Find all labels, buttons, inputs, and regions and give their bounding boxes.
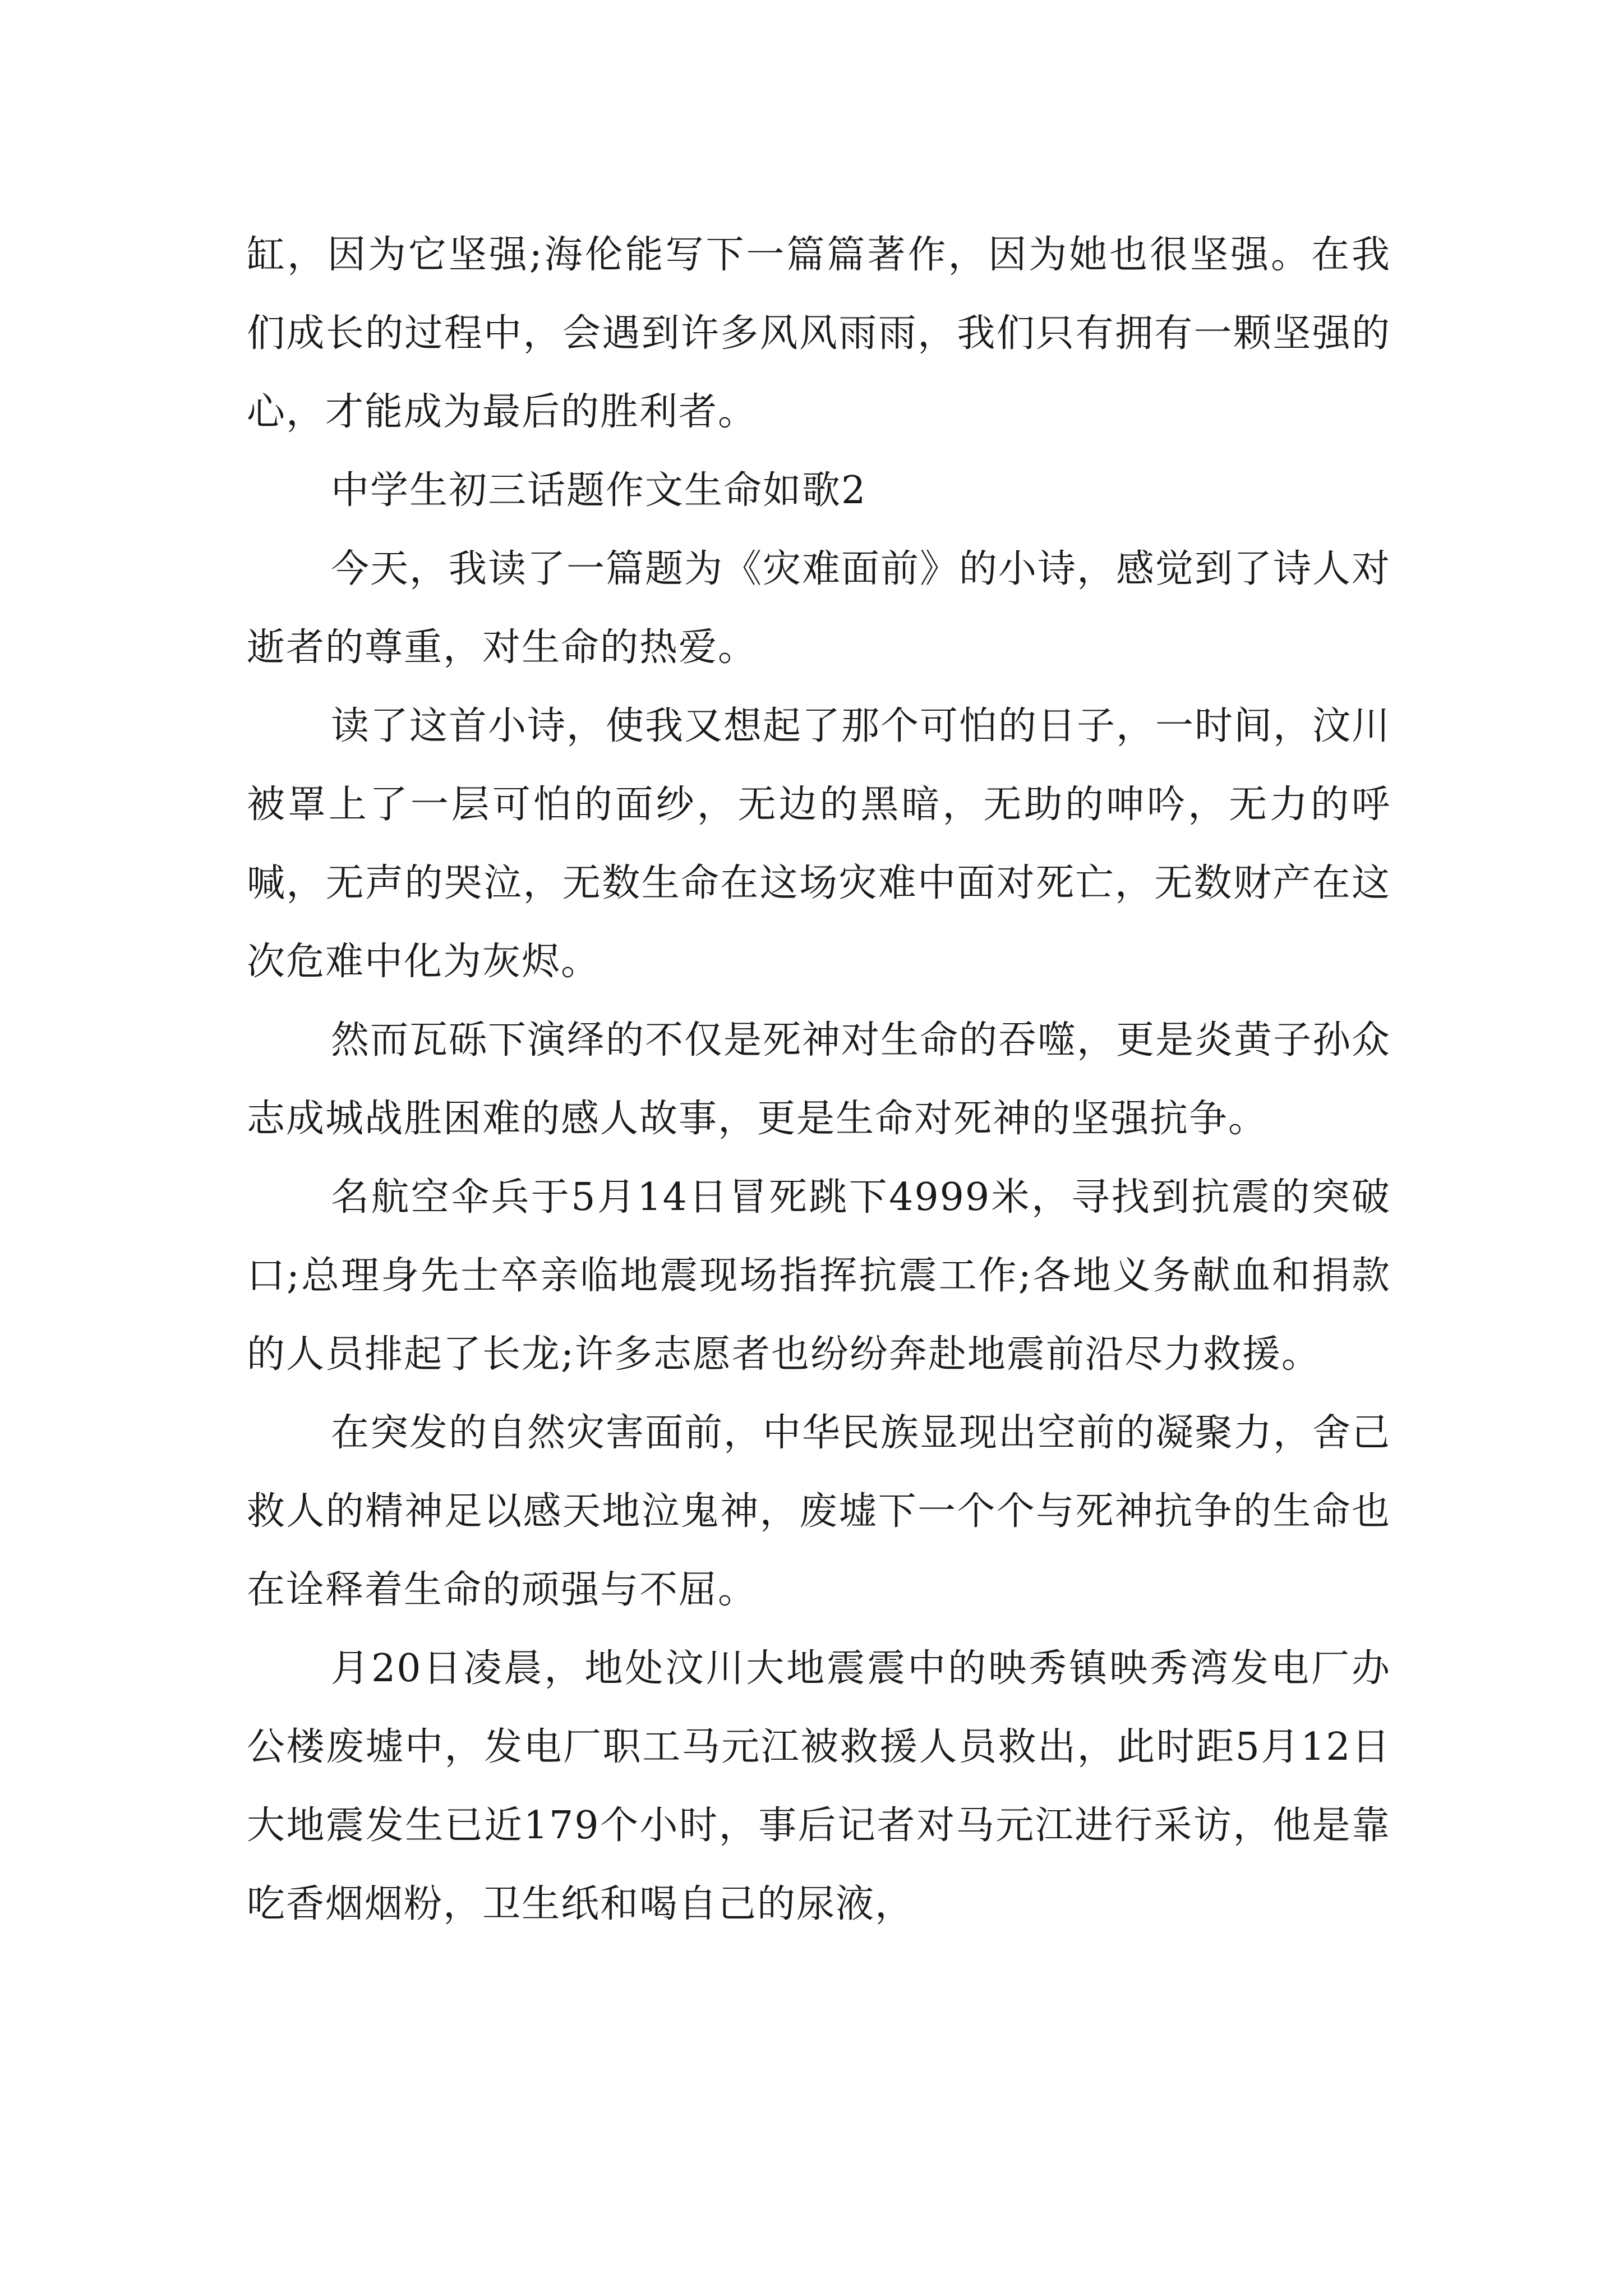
paragraph-6: 在突发的自然灾害面前，中华民族显现出空前的凝聚力，舍己救人的精神足以感天地泣鬼神，废墟下一个个与死神抗争的生命也在诠释着生命的顽强与不屈。: [247, 1411, 1391, 1612]
section-heading: 中学生初三话题作文生命如歌2: [331, 468, 867, 513]
paragraph-5: 名航空伞兵于5月14日冒死跳下4999米，寻找到抗震的突破口;总理身先士卒亲临地震现场指挥抗震工作;各地义务献血和捐款的人员排起了长龙;许多志愿者也纷纷奔赴地震前沿尽力救援。: [247, 1175, 1391, 1377]
paragraph-7: 月20日凌晨，地处汶川大地震震中的映秀镇映秀湾发电厂办公楼废墟中，发电厂职工马元江被救援人员救出，此时距5月12日大地震发生已近179个小时，事后记者对马元江进行采访，他是靠吃香烟烟粉，卫生纸和喝自己的尿液，: [247, 1646, 1391, 1926]
paragraph-3: 读了这首小诗，使我又想起了那个可怕的日子，一时间，汶川被罩上了一层可怕的面纱，无边的黑暗，无助的呻吟，无力的呼喊，无声的哭泣，无数生命在这场灾难中面对死亡，无数财产在这次危难中化为灰烬。: [247, 704, 1391, 984]
document-body: [247, 216, 1391, 1944]
paragraph-1: 缸，因为它坚强;海伦能写下一篇篇著作，因为她也很坚强。在我们成长的过程中，会遇到许多风风雨雨，我们只有拥有一颗坚强的心，才能成为最后的胜利者。: [247, 233, 1391, 434]
paragraph-4: 然而瓦砾下演绎的不仅是死神对生命的吞噬，更是炎黄子孙众志成城战胜困难的感人故事，更是生命对死神的坚强抗争。: [247, 1018, 1391, 1141]
paragraph-2: 今天，我读了一篇题为《灾难面前》的小诗，感觉到了诗人对逝者的尊重，对生命的热爱。: [247, 547, 1391, 670]
